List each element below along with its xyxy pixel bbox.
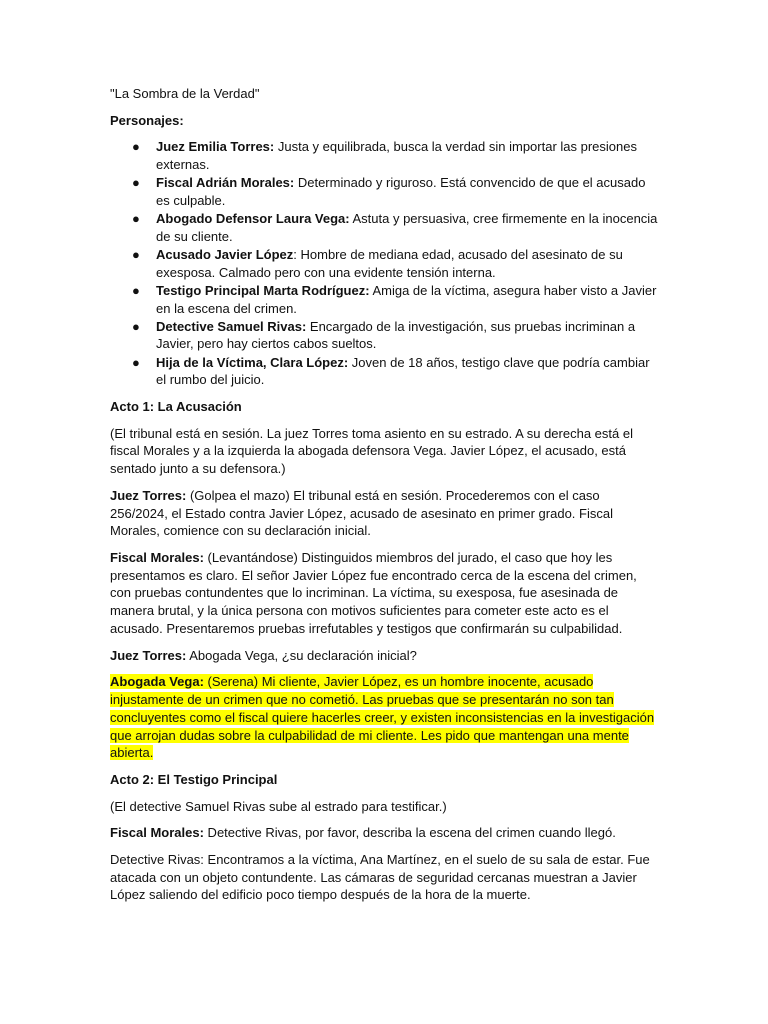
- dialogue-text: (Golpea el mazo) El tribunal está en sesión. Procederemos con el caso 256/2024, el Estado contra Javier López, acusado de asesinato en primer grado. Fiscal Morales, comience con su declaración inicial.: [110, 487, 613, 539]
- character-name: Detective Samuel Rivas:: [156, 318, 307, 334]
- dialogue-text: Abogada Vega, ¿su declaración inicial?: [186, 647, 417, 663]
- speaker-name: Juez Torres:: [110, 487, 187, 503]
- dialogue-line: [110, 824, 658, 842]
- act2-heading: Acto 2: El Testigo Principal: [110, 772, 278, 788]
- character-description: Encargado de la investigación, sus pruebas incriminan a Javier, pero hay ciertos cabos sueltos.: [156, 318, 636, 352]
- character-description: Joven de 18 años, testigo clave que podría cambiar el rumbo del juicio.: [156, 354, 650, 388]
- dialogue-line: [110, 487, 658, 540]
- list-item: [110, 246, 658, 282]
- list-item: [110, 282, 658, 318]
- character-description: Amiga de la víctima, asegura haber visto a Javier en la escena del crimen.: [156, 282, 657, 316]
- bullet-icon: ●: [132, 318, 140, 334]
- character-description: : Hombre de mediana edad, acusado del asesinato de su exesposa. Calmado pero con una evidente tensión interna.: [156, 246, 623, 280]
- highlight-mark: [110, 674, 654, 760]
- character-name: Abogado Defensor Laura Vega:: [156, 210, 350, 226]
- bullet-icon: ●: [132, 175, 140, 191]
- list-item: [110, 138, 658, 174]
- character-description: Astuta y persuasiva, cree firmemente en la inocencia de su cliente.: [156, 210, 658, 244]
- bullet-icon: ●: [132, 139, 140, 155]
- list-item: [110, 354, 658, 390]
- characters-heading: Personajes:: [110, 112, 184, 128]
- highlighted-dialogue-line: [110, 673, 658, 762]
- character-name: Testigo Principal Marta Rodríguez:: [156, 282, 370, 298]
- dialogue-line: [110, 549, 658, 638]
- dialogue-text: (Levantándose) Distinguidos miembros del jurado, el caso que hoy les presentamos es claro. El señor Javier López fue encontrado cerca de la escena del crimen, con pruebas contundentes que lo incriminan. La víctima, su exesposa, fue asesinada de manera brutal, y la única persona con motivos suficientes para cometer este acto es el acusado. Presentaremos pruebas irrefutables y testigos que confirmarán su culpabilidad.: [110, 549, 637, 637]
- document-page: [110, 85, 658, 913]
- characters-list: [110, 138, 658, 389]
- list-item: [110, 210, 658, 246]
- act1-heading: Acto 1: La Acusación: [110, 398, 242, 414]
- character-name: Hija de la Víctima, Clara López:: [156, 354, 349, 370]
- character-name: Juez Emilia Torres:: [156, 139, 275, 155]
- act2-stage-direction: (El detective Samuel Rivas sube al estrado para testificar.): [110, 798, 447, 814]
- character-description: Justa y equilibrada, busca la verdad sin importar las presiones externas.: [156, 139, 637, 172]
- character-name: Fiscal Adrián Morales:: [156, 175, 295, 191]
- bullet-icon: ●: [132, 246, 140, 262]
- speaker-name: Juez Torres:: [110, 647, 187, 663]
- document-title: "La Sombra de la Verdad": [110, 86, 260, 101]
- speaker-name: Fiscal Morales:: [110, 825, 204, 841]
- list-item: [110, 318, 658, 354]
- dialogue-line-plain: Detective Rivas: Encontramos a la víctima, Ana Martínez, en el suelo de su sala de estar. Fue atacada con un objeto contundente. Las cámaras de seguridad cercanas muestran a Javier López saliendo del edificio poco tiempo después de la hora de la muerte.: [110, 851, 650, 903]
- speaker-name: Fiscal Morales:: [110, 549, 204, 565]
- bullet-icon: ●: [132, 354, 140, 370]
- character-description: Determinado y riguroso. Está convencido de que el acusado es culpable.: [156, 175, 646, 208]
- speaker-name: Abogada Vega:: [110, 674, 204, 690]
- dialogue-line: [110, 647, 658, 665]
- character-name: Acusado Javier López: [156, 246, 294, 262]
- bullet-icon: ●: [132, 210, 140, 226]
- dialogue-text: Detective Rivas, por favor, describa la escena del crimen cuando llegó.: [203, 825, 616, 841]
- dialogue-text: (Serena) Mi cliente, Javier López, es un hombre inocente, acusado injustamente de un crimen que no cometió. Las pruebas que se presentarán no son tan concluyentes como el fiscal quiere hacerles creer, y existen inconsistencias en la investigación que arrojan dudas sobre la culpabilidad de mi cliente. Les pido que mantengan una mente abierta.: [110, 674, 655, 761]
- list-item: [110, 174, 658, 210]
- act1-stage-direction: (El tribunal está en sesión. La juez Torres toma asiento en su estrado. A su derecha está el fiscal Morales y a la izquierda la abogada defensora Vega. Javier López, el acusado, está sentado junto a su defensora.): [110, 425, 633, 477]
- bullet-icon: ●: [132, 282, 140, 298]
